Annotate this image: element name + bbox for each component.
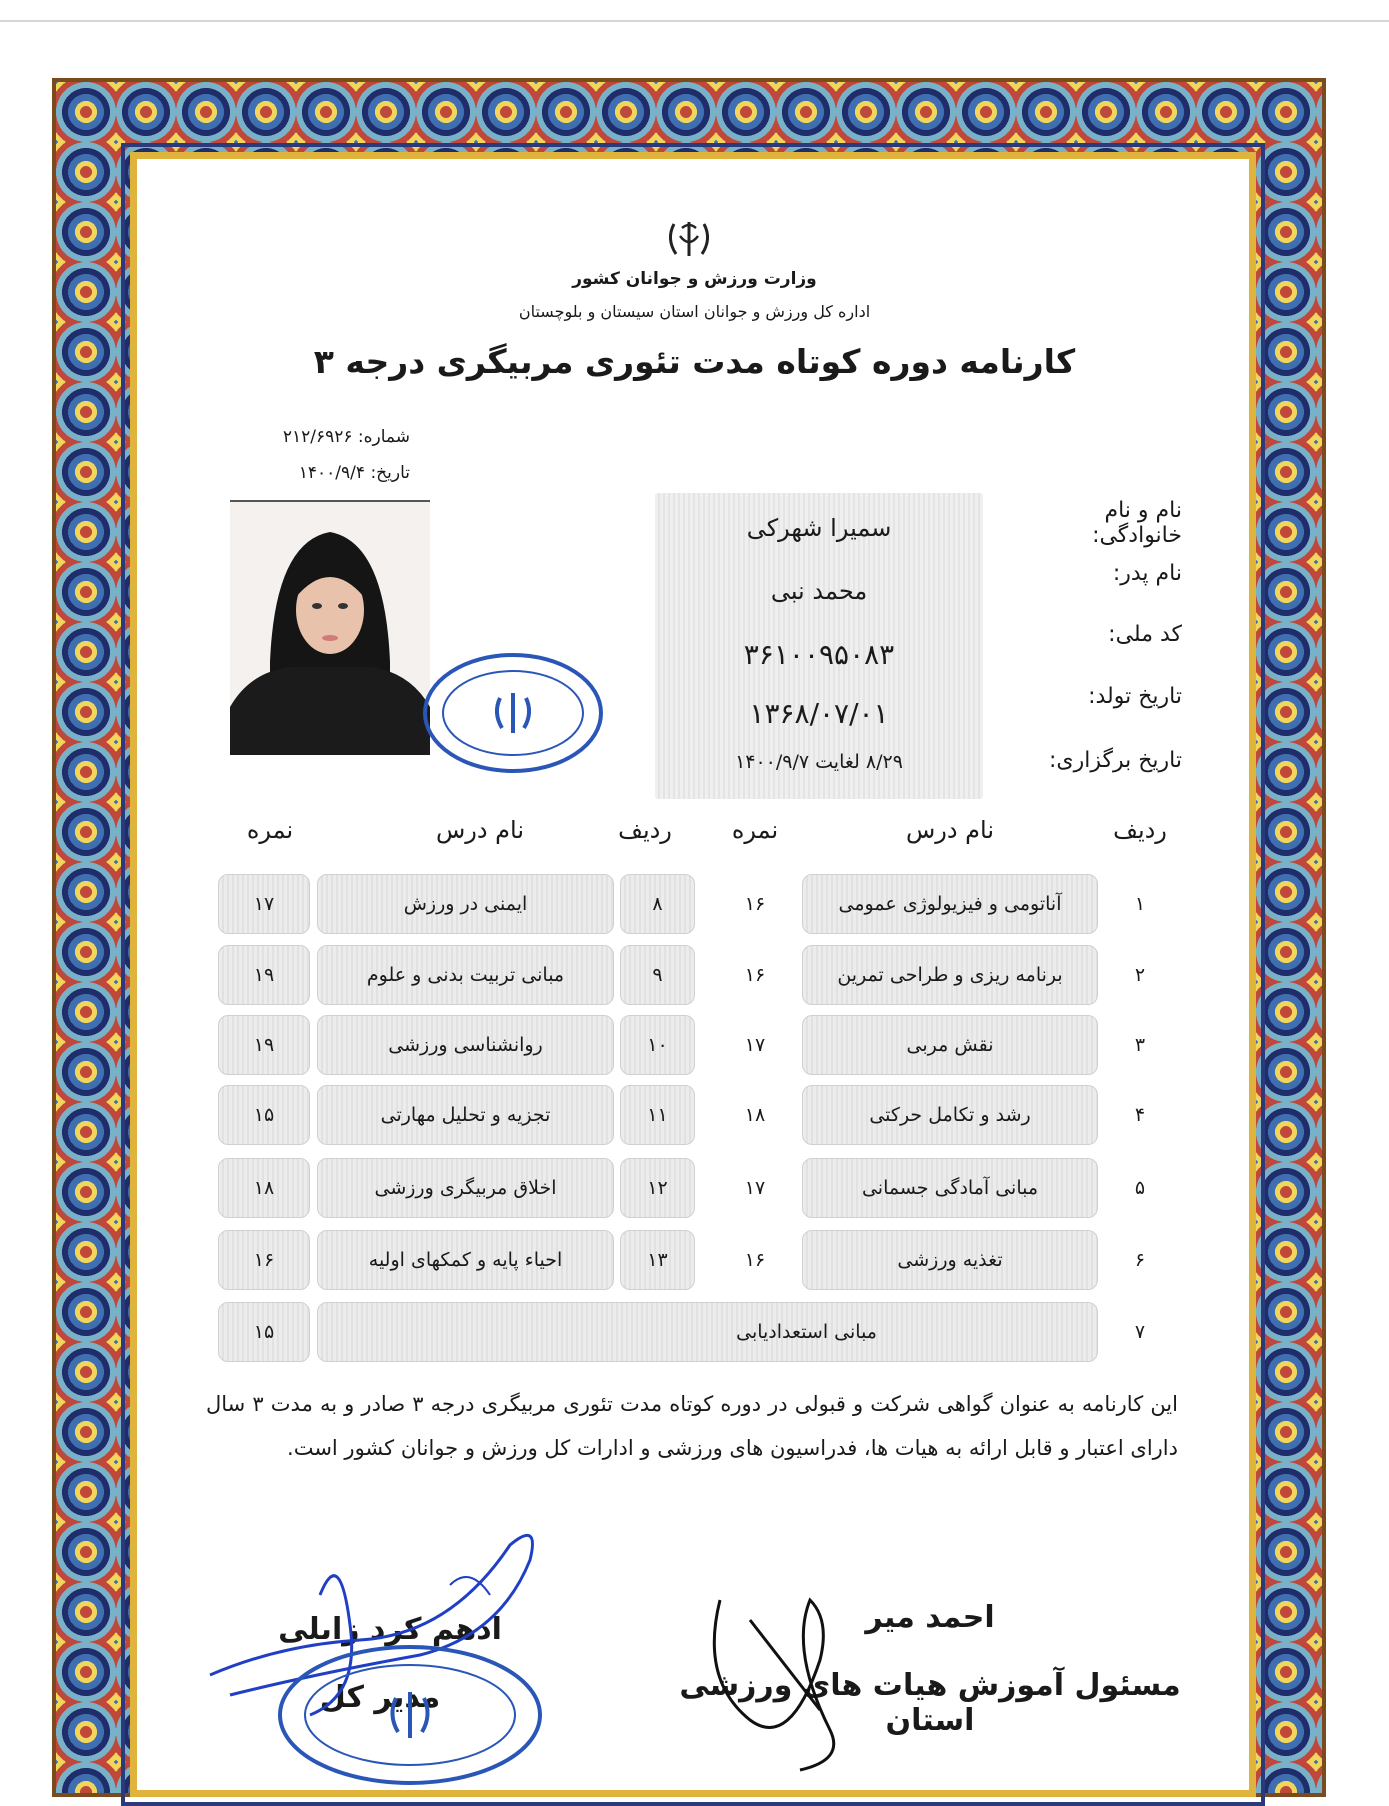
table-grade: ۱۶ [744, 1249, 766, 1271]
header-row-left: ردیف [618, 816, 672, 844]
right-signatory-title: مسئول آموزش هیات های ورزشی استان [679, 1668, 1181, 1738]
table-row-number: ۶ [1134, 1249, 1146, 1271]
table-course-name: برنامه ریزی و طراحی تمرین [802, 945, 1098, 1005]
table-course-name: مبانی تربیت بدنی و علوم [317, 945, 614, 1005]
table-course-name: مبانی آمادگی جسمانی [802, 1158, 1098, 1218]
held-date-value: ۸/۲۹ لغایت ۱۴۰۰/۹/۷ [735, 751, 903, 773]
birth-date-label: تاریخ تولد: [1088, 684, 1182, 709]
table-row-number: ۱۰ [620, 1015, 695, 1075]
document-date [250, 463, 410, 483]
table-grade: ۱۶ [744, 964, 766, 986]
number-value: ۲۱۲/۶۹۲۶ [282, 427, 353, 447]
document-title: کارنامه دوره کوتاه مدت تئوری مربیگری درجه ۳ [313, 342, 1076, 381]
table-grade: ۱۵ [218, 1085, 310, 1145]
ministry-name: وزارت ورزش و جوانان کشور [572, 269, 817, 289]
office-name: اداره کل ورزش و جوانان استان سیستان و بلوچستان [518, 302, 871, 321]
table-course-name: رشد و تکامل حرکتی [802, 1085, 1098, 1145]
header-grade-right: نمره [731, 816, 779, 844]
number-label: شماره: [357, 427, 410, 447]
header-grade-left: نمره [246, 816, 294, 844]
right-signatory-name: احمد میر [865, 1600, 995, 1635]
table-row-number: ۱۱ [620, 1085, 695, 1145]
document-number [250, 427, 410, 447]
table-course-name: نقش مربی [802, 1015, 1098, 1075]
table-row-number: ۳ [1134, 1034, 1146, 1056]
iran-emblem-icon [664, 214, 714, 264]
table-course-name: روانشناسی ورزشی [317, 1015, 614, 1075]
official-stamp-top [418, 648, 608, 778]
date-value: ۱۴۰۰/۹/۴ [298, 463, 366, 483]
table-course-name: اخلاق مربیگری ورزشی [317, 1158, 614, 1218]
name-label: نام و نام خانوادگی: [1092, 498, 1182, 548]
left-signatory-title: مدیر کل [319, 1680, 441, 1715]
table-grade: ۱۷ [218, 874, 310, 934]
table-row-number: ۱۲ [620, 1158, 695, 1218]
table-row-number: ۲ [1134, 964, 1146, 986]
table-course-name: تغذیه ورزشی [802, 1230, 1098, 1290]
birth-date-value: ۱۳۶۸/۰۷/۰۱ [749, 697, 889, 730]
table-course-name: تجزیه و تحلیل مهارتی [317, 1085, 614, 1145]
table-row-number: ۱۳ [620, 1230, 695, 1290]
table-row-number: ۵ [1134, 1177, 1146, 1199]
national-code-value: ۳۶۱۰۰۹۵۰۸۳ [743, 638, 895, 671]
held-date-label: تاریخ برگزاری: [1048, 748, 1182, 773]
table-grade: ۱۷ [744, 1034, 766, 1056]
header-row-right: ردیف [1113, 816, 1167, 844]
header-course-right: نام درس [905, 816, 995, 844]
certificate-statement: این کارنامه به عنوان گواهی شرکت و قبولی در دوره کوتاه مدت تئوری مربیگری درجه ۳ صادر و به مدت ۳ سال دارای اعتبار و قابل ارائه به هیات ها، فدراسیون های ورزشی و ادارات کل ورزش و جوانان کشور است. [206, 1392, 1178, 1460]
table-grade: ۱۶ [218, 1230, 310, 1290]
father-name-label: نام پدر: [1112, 561, 1182, 586]
table-row-number: ۷ [1134, 1321, 1146, 1343]
table-row-number: ۴ [1134, 1104, 1146, 1126]
table-row-number: ۱ [1134, 893, 1146, 915]
left-signatory-name: ادهم کرد زابلی [278, 1612, 502, 1647]
name-value: سمیرا شهرکی [746, 514, 892, 542]
applicant-photo [230, 500, 430, 755]
table-row-number: ۹ [620, 945, 695, 1005]
father-name-value: محمد نبی [770, 577, 868, 605]
national-code-label: کد ملی: [1108, 622, 1182, 647]
table-grade: ۱۸ [744, 1104, 766, 1126]
table-grade: ۱۷ [744, 1177, 766, 1199]
scan-edge-line [0, 20, 1389, 22]
table-course-name: ایمنی در ورزش [317, 874, 614, 934]
table-course-name: احیاء پایه و کمکهای اولیه [317, 1230, 614, 1290]
table-grade: ۱۹ [218, 1015, 310, 1075]
table-grade: ۱۶ [744, 893, 766, 915]
table-course-name: آناتومی و فیزیولوژی عمومی [802, 874, 1098, 934]
table-grade: ۱۹ [218, 945, 310, 1005]
table-grade: ۱۵ [218, 1302, 310, 1362]
table-row-number: ۸ [620, 874, 695, 934]
date-label: تاریخ: [370, 463, 410, 483]
table-course-name: مبانی استعدادیابی [317, 1302, 1098, 1362]
right-signature-mark [680, 1560, 880, 1780]
header-course-left: نام درس [435, 816, 525, 844]
table-grade: ۱۸ [218, 1158, 310, 1218]
official-stamp-bottom [270, 1640, 550, 1790]
